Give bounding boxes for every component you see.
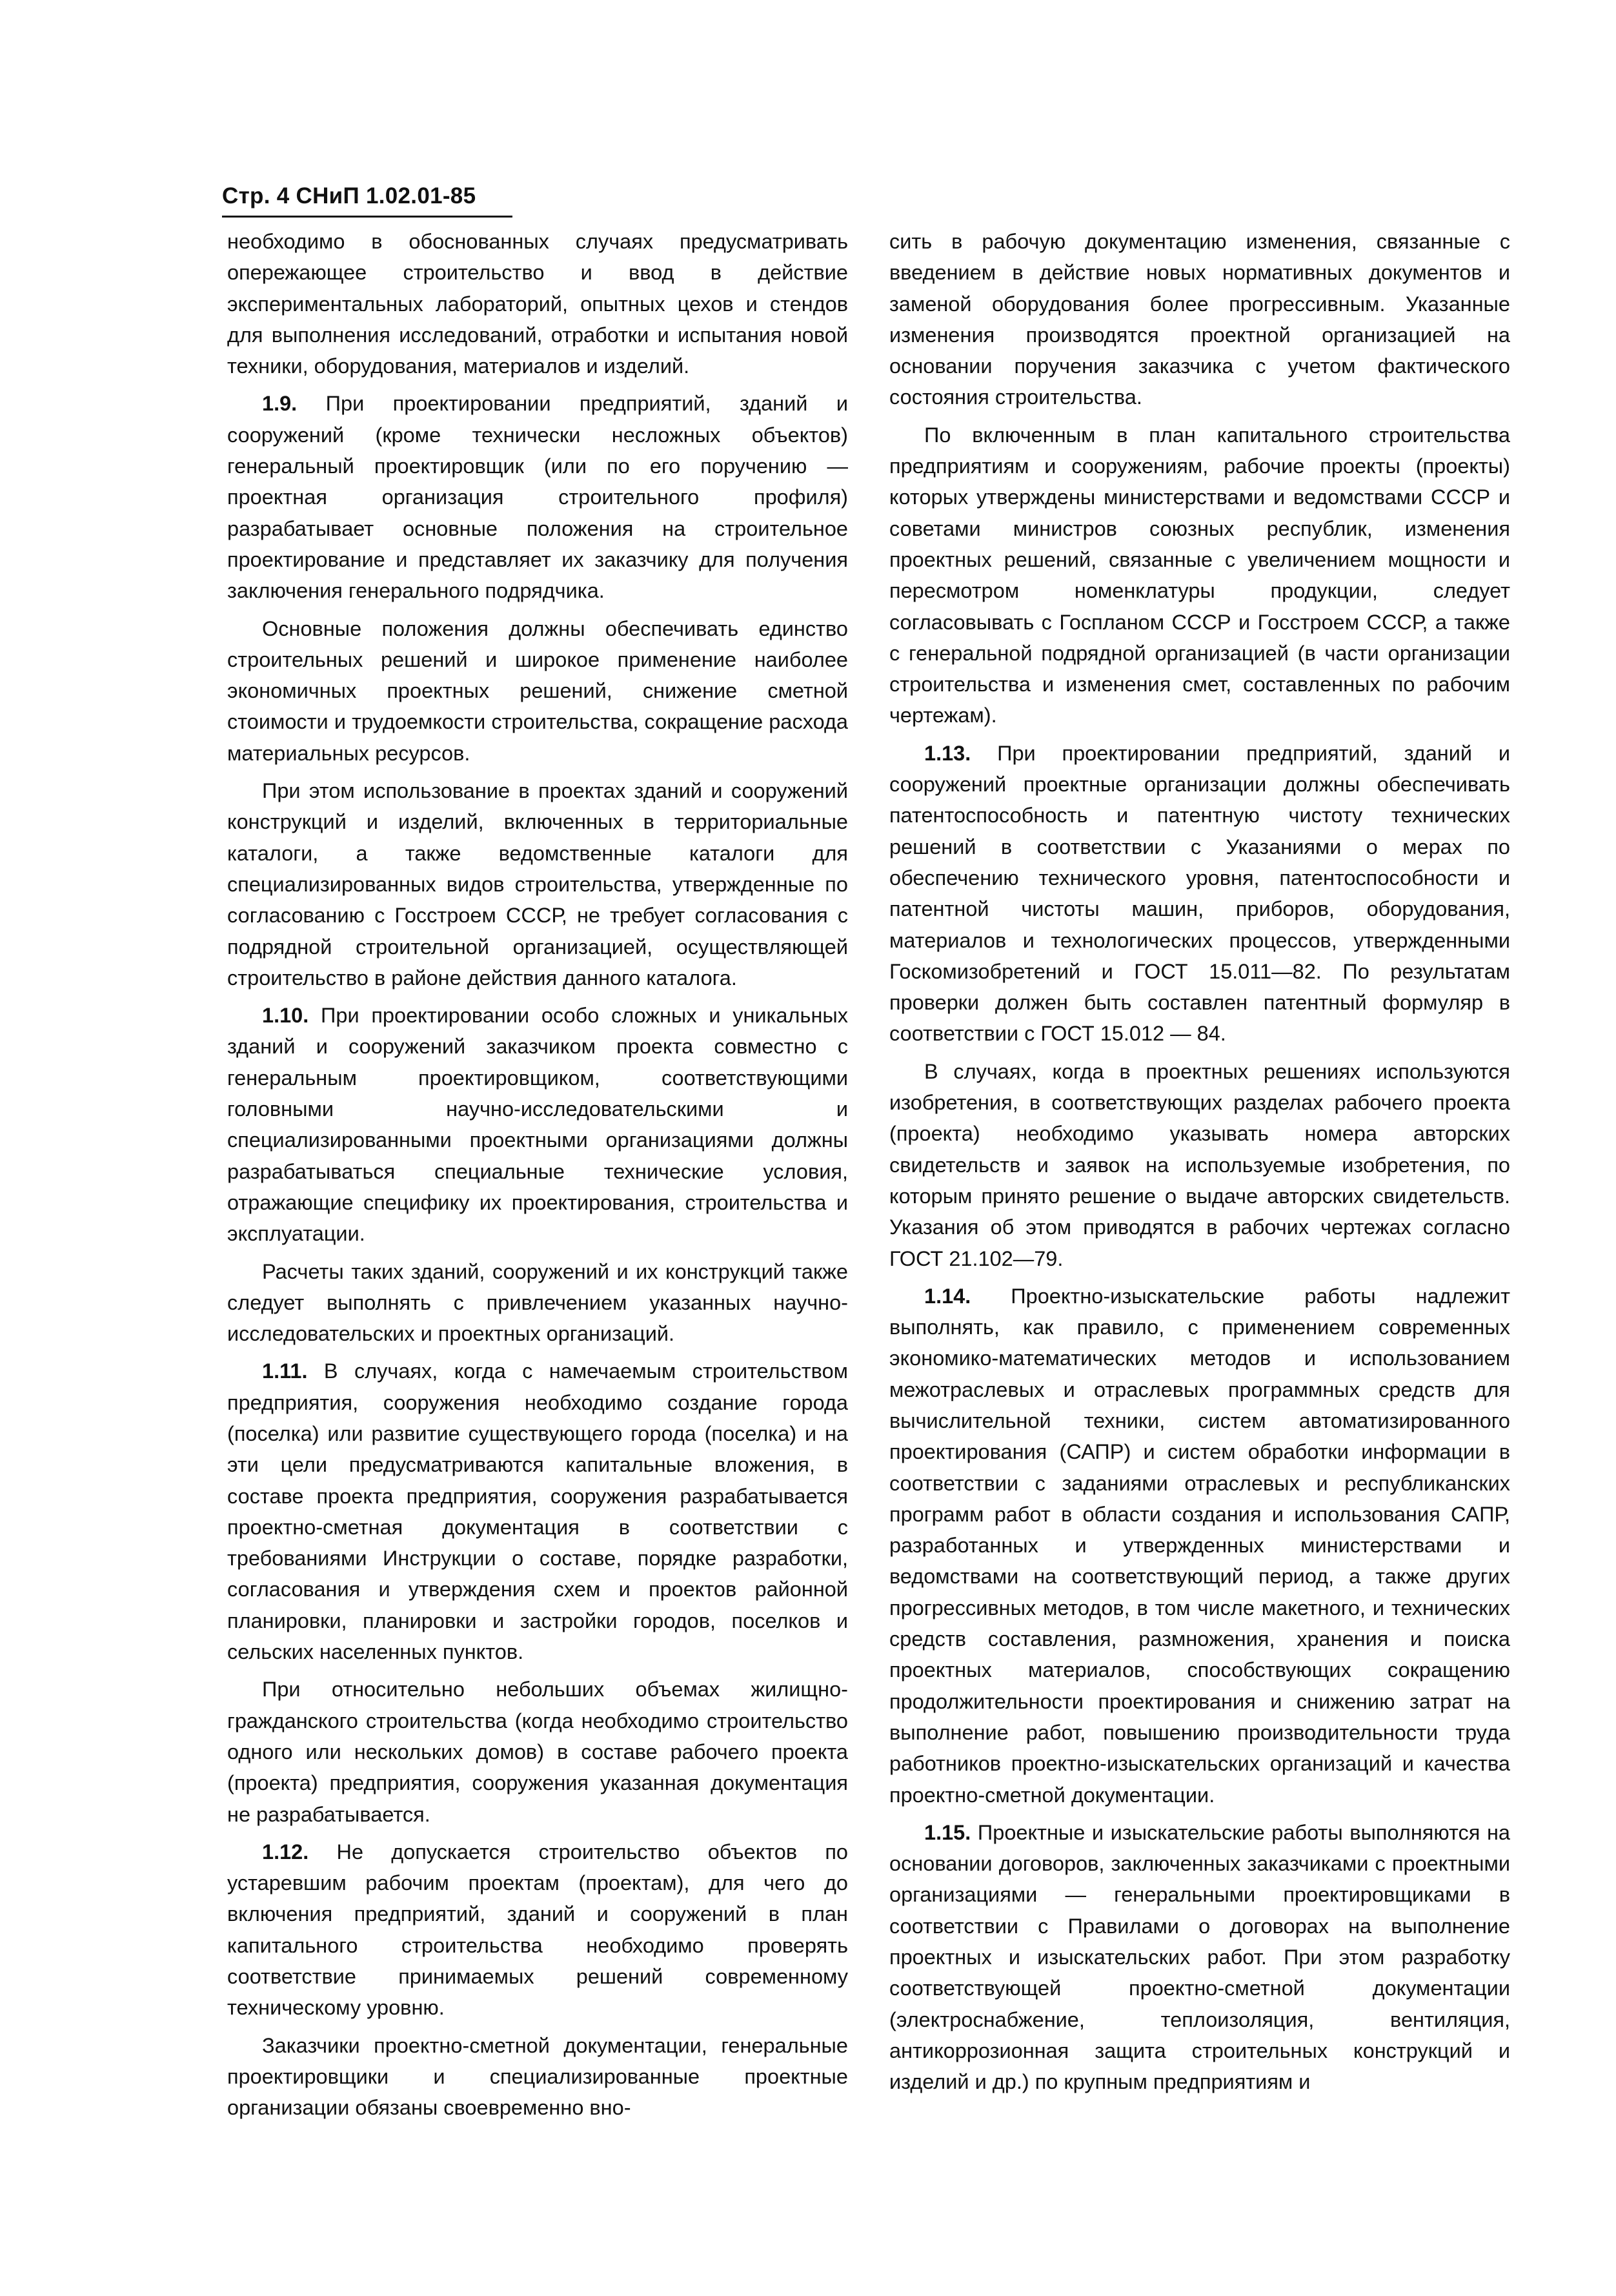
paragraph-text: Основные положения должны обеспечивать единство строительных решений и широкое применение наиболее экономичных проектных решений, снижение сметной стоимости и трудоемкости строительства, сокращение расхода материальных ресурсов. [227,616,848,765]
left-text-column [227,226,848,2130]
paragraph [889,1281,1510,1811]
paragraph [889,1817,1510,2098]
paragraph [227,1256,848,1350]
clause-number: 1.11. [262,1359,308,1383]
paragraph [227,613,848,769]
header-rule [222,216,512,218]
paragraph-text: Проектно-изыскательские работы надлежит выполнять, как правило, с применением современных экономико-математических методов и использованием межотраслевых и отраслевых программных средств для вычислительной техники, систем автоматизированного проектирования (САПР) и систем обработки информации в соответствии с заданиями отраслевых и республиканских программ работ в области создания и использования САПР, разработанных и утвержденных министерствами и ведомствами на соответствующий период, а также других прогрессивных методов, в том числе макетного, и технических средств составления, размножения, хранения и поиска проектных материалов, способствующих сокращению продолжительности проектирования и снижению затрат на выполнение работ, повышению производительности труда работников проектно-изыскательских организаций и качества проектно-сметной документации. [889,1284,1511,1807]
paragraph [227,1674,848,1829]
paragraph [889,738,1510,1050]
clause-number: 1.9. [262,392,298,416]
paragraph-text: Расчеты таких зданий, сооружений и их конструкций также следует выполнять с привлечением указанных научно-исследовательских и проектных организаций. [227,1259,848,1346]
paragraph-text: В случаях, когда с намечаемым строительством предприятия, сооружения необходимо создание города (поселка) или развитие существующего города (поселка) и на эти цели предусматриваются капитальные вложения, в составе проекта предприятия, сооружения разрабатывается проектно-сметная документация в соответствии с требованиями Инструкции о составе, порядке разработки, согласования и утверждения схем и проектов районной планировки, планировки и застройки городов, поселков и сельских населенных пунктов. [227,1359,848,1664]
paragraph [889,1056,1510,1274]
paragraph [889,420,1510,731]
paragraph [227,775,848,993]
paragraph-text: При проектировании предприятий, зданий и сооружений проектные организации должны обеспечивать патентоспособность и патентную чистоту технических решений в соответствии с Указаниями о мерах по обеспечению технического уровня, патентоспособности и патентной чистоты машин, приборов, оборудования, материалов и технологических процессов, утвержденными Госкомизобретений и ГОСТ 15.011—82. По результатам проверки должен быть составлен патентный формуляр в соответствии с ГОСТ 15.012 — 84. [889,741,1511,1046]
paragraph-text: Заказчики проектно-сметной документации, генеральные проектировщики и специализированные проектные организации обязаны своевременно вно- [227,2033,848,2120]
clause-number: 1.13. [924,741,971,765]
paragraph-text: При относительно небольших объемах жилищно-гражданского строительства (когда необходимо строительство одного или нескольких домов) в составе рабочего проекта (проекта) предприятия, сооружения указанная документация не разрабатывается. [227,1678,848,1826]
paragraph [227,388,848,606]
clause-number: 1.15. [924,1820,971,1844]
paragraph [227,1836,848,2024]
clause-number: 1.12. [262,1840,309,1864]
paragraph-text: При проектировании особо сложных и уникальных зданий и сооружений заказчиком проекта совместно с генеральным проектировщиком, соответствующими головными научно-исследовательскими и специализированными проектными организациями должны разрабатываться специальные технические условия, отражающие специфику их проектирования, строительства и эксплуатации. [227,1004,849,1246]
paragraph [227,1356,848,1667]
paragraph-text: По включенным в план капитального строительства предприятиям и сооружениям, рабочие проекты (проекты) которых утверждены министерствами и ведомствами СССР и советами министров союзных республик, изменения проектных решений, связанные с увеличением мощности и пересмотром номенклатуры продукции, следует согласовывать с Госпланом СССР и Госстроем СССР, а также с генеральной подрядной организацией (в части организации строительства и изменения смет, составленных по рабочим чертежам). [889,423,1510,727]
paragraph-text: Проектные и изыскательские работы выполняются на основании договоров, заключенных заказчиками с проектными организациями — генеральными проектировщиками в соответствии с Правилами о договорах на выполнение проектных и изыскательских работ. При этом разработку соответствующей проектно-сметной документации (электроснабжение, теплоизоляция, вентиляция, антикоррозионная защита строительных конструкций и изделий и др.) по крупным предприятиям и [889,1820,1511,2094]
clause-number: 1.14. [924,1284,971,1308]
paragraph [227,2030,848,2124]
paragraph [227,1000,848,1249]
paragraph-text: Не допускается строительство объектов по устаревшим рабочим проектам (проектам), для чего до включения предприятий, зданий и сооружений в план капитального строительства необходимо проверять соответствие принимаемых решений современному техническому уровню. [227,1840,848,2020]
paragraph-text: необходимо в обоснованных случаях предусматривать опережающее строительство и ввод в действие экспериментальных лабораторий, опытных цехов и стендов для выполнения исследований, отработки и испытания новой техники, оборудования, материалов и изделий. [227,230,848,378]
right-text-column [889,226,1510,2104]
paragraph-text: При проектировании предприятий, зданий и сооружений (кроме технически несложных объектов) генеральный проектировщик (или по его поручению — проектная организация строительного профиля) разрабатывает основные положения на строительное проектирование и представляет их заказчику для получения заключения генерального подрядчика. [227,392,848,603]
paragraph-text: сить в рабочую документацию изменения, связанные с введением в действие новых нормативных документов и заменой оборудования более прогрессивным. Указанные изменения производятся проектной организацией на основании поручения заказчика с учетом фактического состояния строительства. [889,230,1510,409]
paragraph [889,226,1510,413]
paragraph-text: При этом использование в проектах зданий и сооружений конструкций и изделий, включенных в территориальные каталоги, а также ведомственные каталоги для специализированных видов строительства, утвержденные по согласованию с Госстроем СССР, не требует согласования с подрядной строительной организацией, осуществляющей строительство в районе действия данного каталога. [227,779,848,990]
clause-number: 1.10. [262,1004,309,1028]
paragraph-text: В случаях, когда в проектных решениях используются изобретения, в соответствующих разделах рабочего проекта (проекта) необходимо указывать номера авторских свидетельств и заявок на используемые изобретения, по которым принято решение о выдаче авторских свидетельств. Указания об этом приводятся в рабочих чертежах согласно ГОСТ 21.102—79. [889,1059,1510,1270]
page-header: Стр. 4 СНиП 1.02.01-85 [222,183,476,208]
paragraph [227,226,848,381]
